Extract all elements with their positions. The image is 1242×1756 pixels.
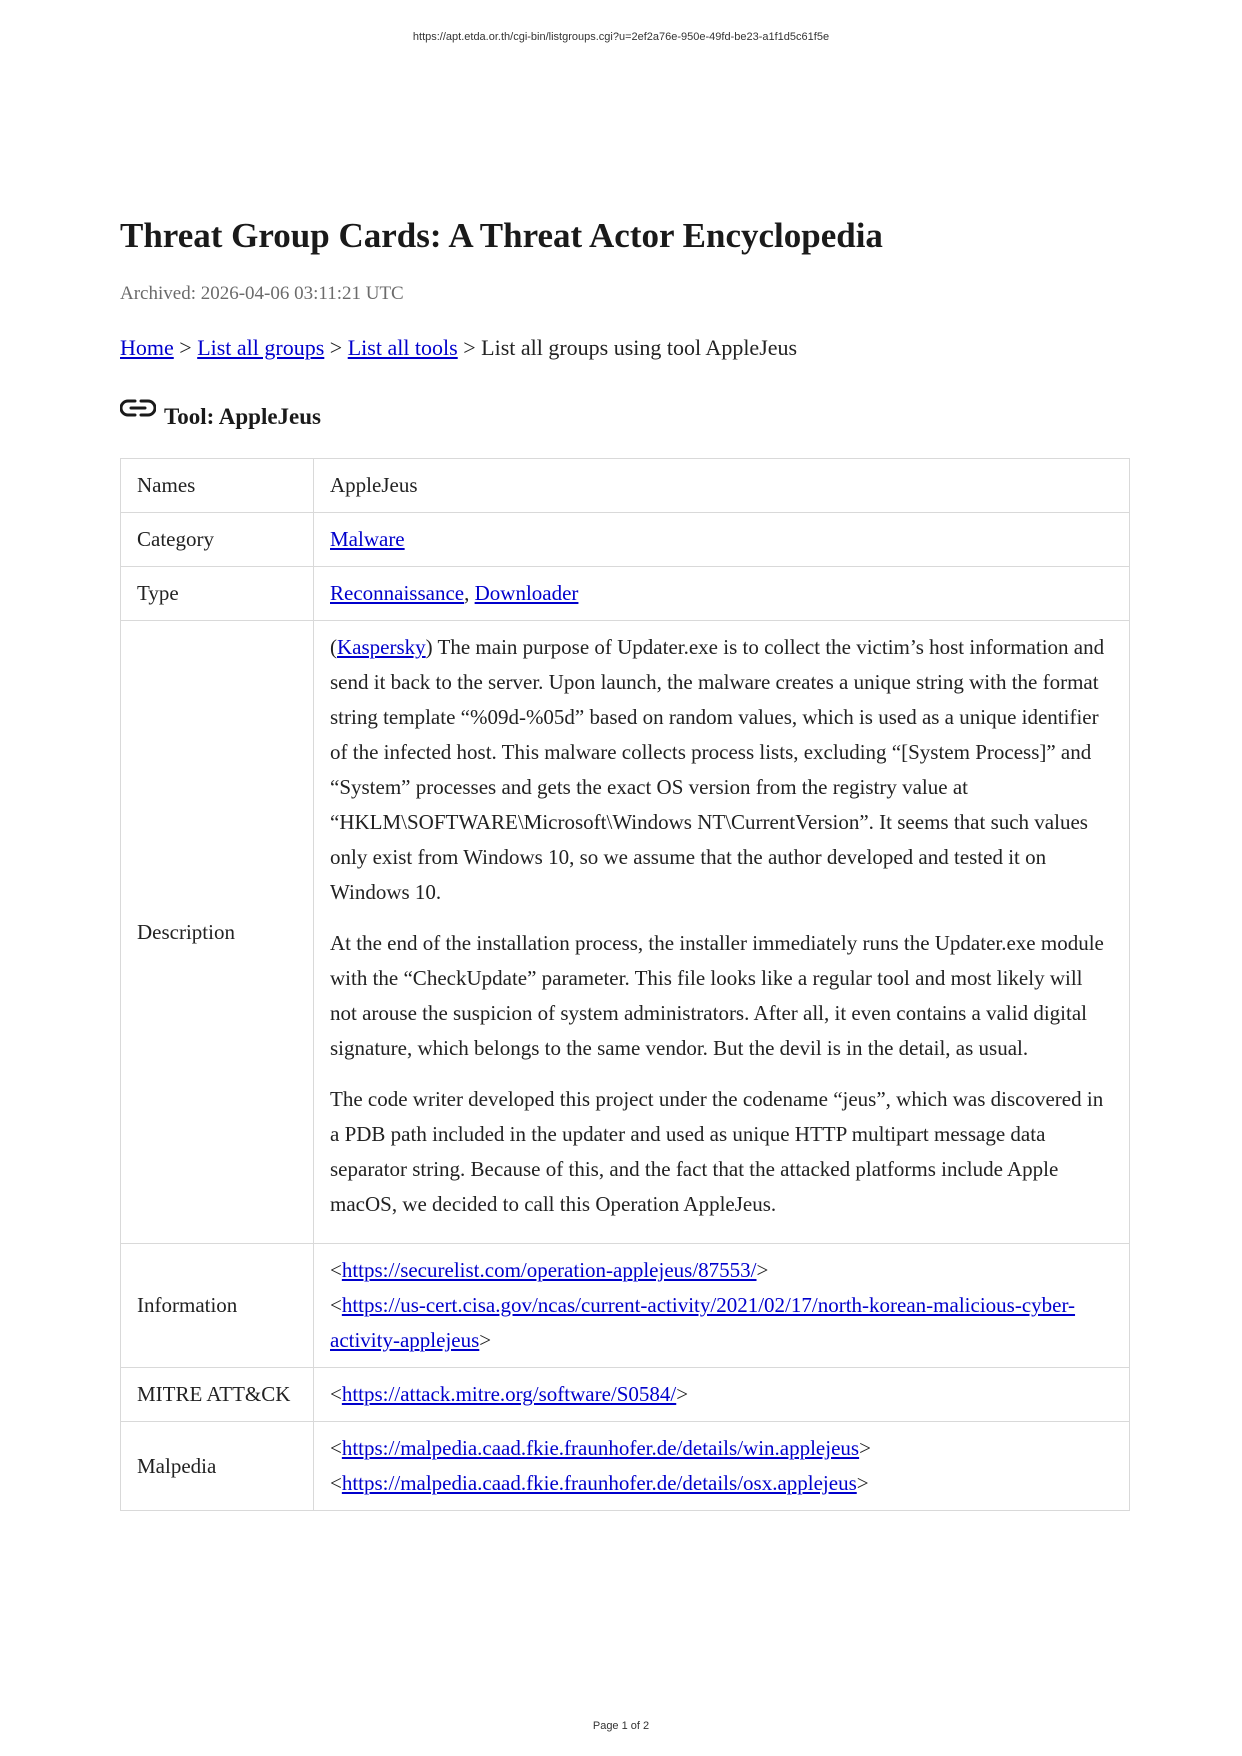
page-title: Threat Group Cards: A Threat Actor Encyclopedia [120,216,883,255]
type-value [314,567,1130,621]
tool-info-table [120,458,1130,1511]
table-row-description [121,621,1130,1244]
cisa-link[interactable]: https://us-cert.cisa.gov/ncas/current-activity/2021/02/17/north-korean-malicious-cyber-activity-applejeus [330,1293,1076,1352]
kaspersky-source-link[interactable]: Kaspersky [337,635,426,659]
type-downloader-link[interactable]: Downloader [474,581,579,605]
gt-bracket: > [756,1258,769,1282]
archived-timestamp: Archived: 2026-04-06 03:11:21 UTC [120,283,404,304]
category-label: Category [121,513,314,567]
category-value [314,513,1130,567]
information-label: Information [121,1244,314,1368]
gt-bracket: > [856,1471,869,1495]
table-row-information [121,1244,1130,1368]
type-label: Type [121,567,314,621]
description-value [314,621,1130,1244]
breadcrumb-current: List all groups using tool AppleJeus [481,335,798,360]
page-number: Page 1 of 2 [592,1720,650,1732]
malpedia-label: Malpedia [121,1422,314,1511]
names-label: Names [121,459,314,513]
malpedia-value [314,1422,1130,1511]
tool-heading-text: Tool: AppleJeus [164,404,322,429]
malpedia-link-line [330,1466,1113,1501]
lt-bracket: < [330,1382,342,1406]
tool-heading [120,392,1130,432]
description-paragraph: The code writer developed this project under the codename “jeus”, which was discovered in a PDB path included in the updater and used as unique HTTP multipart message data separator string. Because of this, and the fact that the attacked platforms include Apple macOS, we decided to call this Operation AppleJeus. [330,1087,1104,1216]
type-reconnaissance-link[interactable]: Reconnaissance [330,581,465,605]
securelist-link[interactable]: https://securelist.com/operation-applejeus/87553/ [341,1258,757,1282]
lt-bracket: < [330,1258,342,1282]
table-row-type [121,567,1130,621]
mitre-label: MITRE ATT&CK [121,1368,314,1422]
malpedia-win-link[interactable]: https://malpedia.caad.fkie.fraunhofer.de/details/win.applejeus [341,1436,860,1460]
information-link-line [330,1253,1113,1288]
malpedia-osx-link[interactable]: https://malpedia.caad.fkie.fraunhofer.de/details/osx.applejeus [341,1471,857,1495]
link-icon [120,398,156,418]
description-label: Description [121,621,314,1244]
gt-bracket: > [676,1382,689,1406]
print-url-header: https://apt.etda.or.th/cgi-bin/listgroups.cgi?u=2ef2a76e-950e-49fd-be23-a1f1d5c61f5e [412,31,830,43]
breadcrumb-separator: > [463,335,476,360]
description-paragraph [330,630,1113,910]
mitre-value [314,1368,1130,1422]
gt-bracket: > [859,1436,871,1460]
description-p1-text: ) The main purpose of Updater.exe is to collect the victim’s host information and send it back to the server. Upon launch, the malware creates a unique string with the format string template “%09d-%05d” based on random values, which is used as a unique identifier of the infected host. This malware collects process lists, excluding “[System Process]” and “System” processes and gets the exact OS version from the registry value at “HKLM\SOFTWARE\Microsoft\Windows NT\CurrentVersion”. It seems that such values only exist from Windows 10, so we assume that the author developed and tested it on Windows 10. [330,635,1105,904]
description-paragraph: At the end of the installation process, the installer immediately runs the Updater.exe module with the “CheckUpdate” parameter. This file looks like a regular tool and most likely will not arouse the suspicion of system administrators. After all, it even contains a valid digital signature, which belongs to the same vendor. But the devil is in the detail, as usual. [330,931,1104,1060]
main-content [120,212,1130,1511]
lt-bracket: < [330,1471,342,1495]
category-malware-link[interactable]: Malware [330,527,405,551]
table-row-names [121,459,1130,513]
source-open-paren: ( [330,635,337,659]
gt-bracket: > [479,1328,492,1352]
names-value: AppleJeus [314,459,1130,513]
malpedia-link-line [330,1431,1113,1466]
table-row-mitre [121,1368,1130,1422]
information-link-line [330,1288,1113,1358]
breadcrumb-separator: > [179,335,192,360]
breadcrumb-separator: > [329,335,343,360]
breadcrumb-home-link[interactable]: Home [120,335,174,360]
lt-bracket: < [330,1436,342,1460]
lt-bracket: < [330,1293,342,1317]
mitre-attack-link[interactable]: https://attack.mitre.org/software/S0584/ [341,1382,677,1406]
breadcrumb [120,334,1130,362]
breadcrumb-groups-link[interactable]: List all groups [197,335,325,360]
table-row-category [121,513,1130,567]
breadcrumb-tools-link[interactable]: List all tools [347,335,458,360]
type-separator: , [464,581,475,605]
table-row-malpedia [121,1422,1130,1511]
information-value [314,1244,1130,1368]
